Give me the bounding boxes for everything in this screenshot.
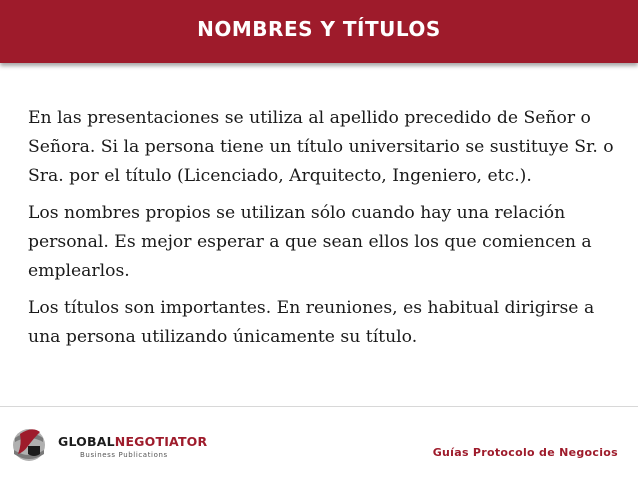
footer-series-title: Guías Protocolo de Negocios [432,446,618,459]
logo-wordmark-global: GLOBAL [58,434,115,449]
logo-wordmark-negotiator: NEGOTIATOR [114,434,208,449]
logo-wordmark [58,434,207,449]
header-bar [0,0,638,63]
logo-subtitle: Business Publications [80,451,168,459]
body-content [28,104,618,360]
paragraph-presentaciones: En las presentaciones se utiliza al apellido precedido de Señor o Señora. Si la persona tiene un título universitario se sustituye Sr. o Sra. por el título (Licenciado, Arquitecto, Ingeniero, etc.). [28,108,614,186]
footer-divider [0,406,638,407]
page-title: NOMBRES Y TÍTULOS [197,17,441,41]
paragraph-nombres-propios: Los nombres propios se utilizan sólo cuando hay una relación personal. Es mejor esperar a que sean ellos los que comiencen a emplearlos. [28,203,592,281]
globe-logo-icon [10,424,48,464]
paragraph-titulos: Los títulos son importantes. En reuniones, es habitual dirigirse a una persona utilizando únicamente su título. [28,298,595,347]
